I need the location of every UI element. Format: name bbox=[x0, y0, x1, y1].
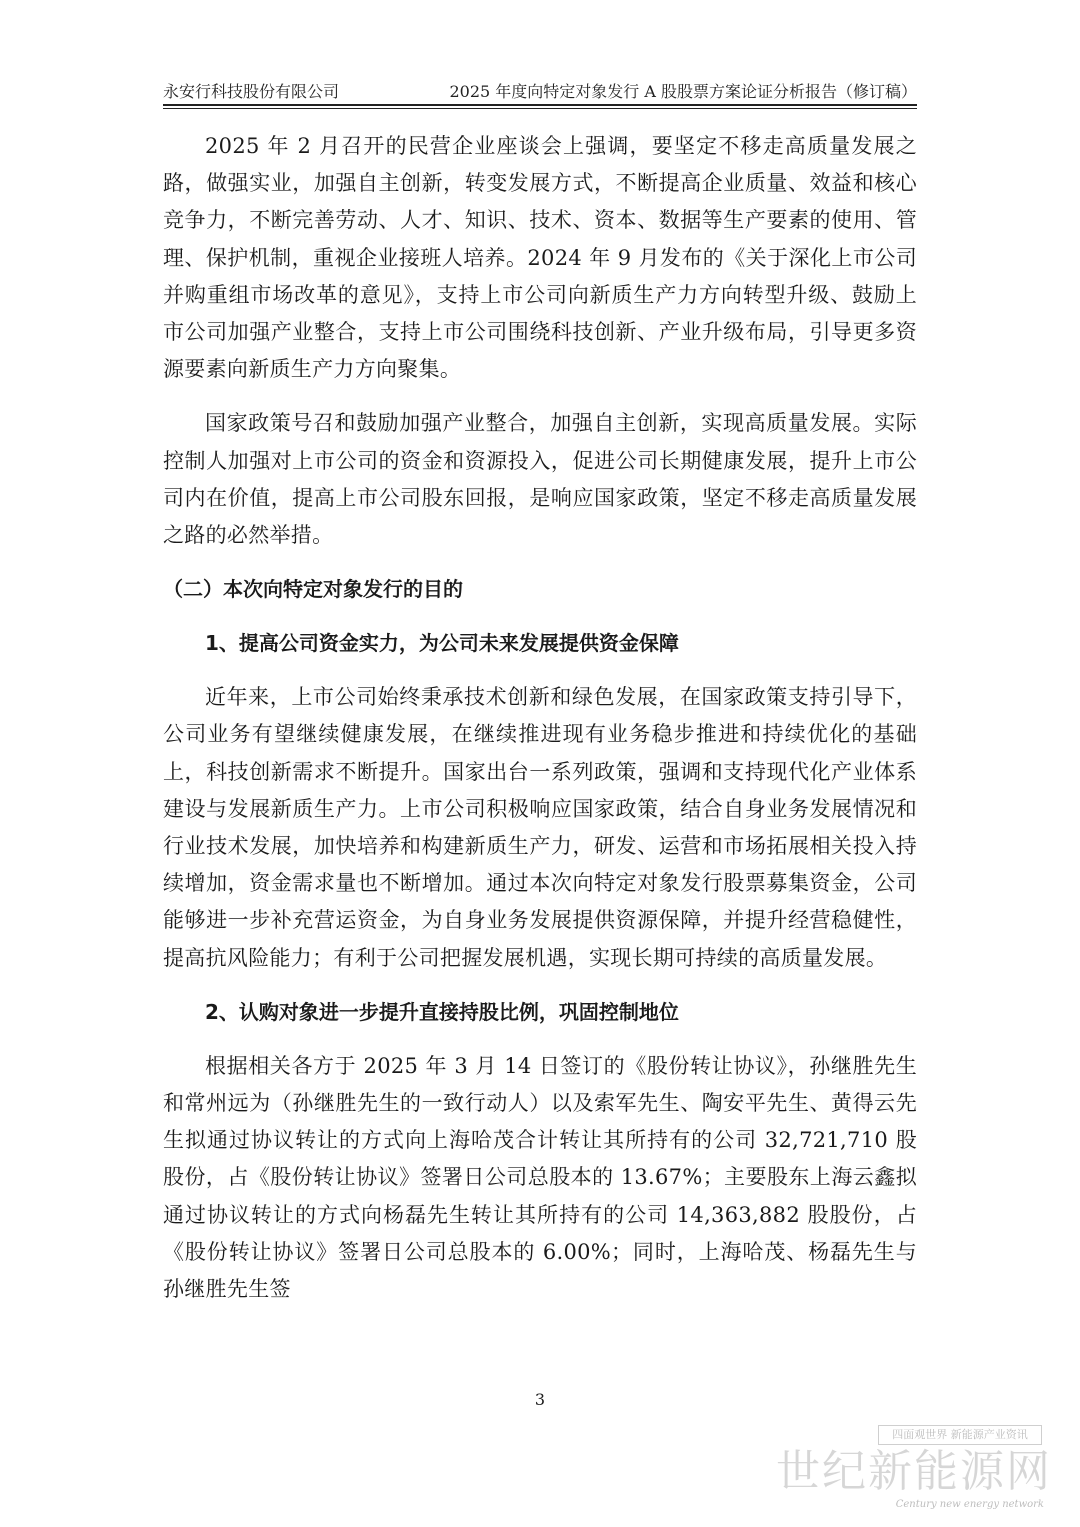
subheading-control-position: 2、认购对象进一步提升直接持股比例，巩固控制地位 bbox=[205, 999, 679, 1024]
paragraph-policy-response: 国家政策号召和鼓励加强产业整合，加强自主创新，实现高质量发展。实际控制人加强对上市公司的资金和资源投入，促进公司长期健康发展，提升上市公司内在价值，提高上市公司股东回报，是响应国家政策，坚定不移走高质量发展之路的必然举措。 bbox=[163, 411, 917, 548]
section-heading-purpose: （二）本次向特定对象发行的目的 bbox=[163, 577, 463, 602]
paragraph-share-transfer: 根据相关各方于 2025 年 3 月 14 日签订的《股份转让协议》，孙继胜先生和常州远为（孙继胜先生的一致行动人）以及索军先生、陶安平先生、黄得云先生拟通过协议转让的方式向上海哈茂合计转让其所持有的公司 32,721,710 股股份，占《股份转让协议》签署日公司总股本的 13.67%；主要股东上海云鑫拟通过协议转让的方式向杨磊先生转让其所持有的公司 14,363,882 股股份，占《股份转让协议》签署日公司总股本的 6.00%；同时，上海哈茂、杨磊先生与孙继胜先生签 bbox=[163, 1053, 917, 1302]
header-rule bbox=[163, 104, 917, 106]
watermark-logo bbox=[776, 1425, 1052, 1515]
paragraph-capital-strength: 近年来，上市公司始终秉承技术创新和绿色发展，在国家政策支持引导下，公司业务有望继续健康发展，在继续推进现有业务稳步推进和持续优化的基础上，科技创新需求不断提升。国家出台一系列政策，强调和支持现代化产业体系建设与发展新质生产力。上市公司积极响应国家政策，结合自身业务发展情况和行业技术发展，加快培养和构建新质生产力，研发、运营和市场拓展相关投入持续增加，资金需求量也不断增加。通过本次向特定对象发行股票募集资金，公司能够进一步补充营运资金，为自身业务发展提供资源保障，并提升经营稳健性，提高抗风险能力；有利于公司把握发展机遇，实现长期可持续的高质量发展。 bbox=[163, 685, 917, 970]
watermark-tagline: 四面观世界 新能源产业资讯 bbox=[878, 1425, 1042, 1445]
header-document-title: 2025 年度向特定对象发行 A 股股票方案论证分析报告（修订稿） bbox=[449, 82, 917, 101]
document-body bbox=[163, 128, 917, 1325]
watermark-english: Century new energy network bbox=[895, 1499, 1044, 1510]
page-number: 3 bbox=[534, 1390, 546, 1409]
paragraph-policy-background: 2025 年 2 月召开的民营企业座谈会上强调，要坚定不移走高质量发展之路，做强实业，加强自主创新，转变发展方式，不断提高企业质量、效益和核心竞争力，不断完善劳动、人才、知识、技术、资本、数据等生产要素的使用、管理、保护机制，重视企业接班人培养。2024 年 9 月发布的《关于深化上市公司并购重组市场改革的意见》，支持上市公司向新质生产力方向转型升级、鼓励上市公司加强产业整合，支持上市公司围绕科技创新、产业升级布局，引导更多资源要素向新质生产力方向聚集。 bbox=[163, 134, 917, 382]
watermark-brand: 世纪新能源网 bbox=[776, 1446, 1052, 1497]
header-company-name: 永安行科技股份有限公司 bbox=[163, 82, 340, 101]
page-header bbox=[163, 76, 917, 102]
subheading-capital-strength: 1、提高公司资金实力，为公司未来发展提供资金保障 bbox=[205, 631, 679, 656]
header-rule-thin bbox=[163, 108, 917, 109]
